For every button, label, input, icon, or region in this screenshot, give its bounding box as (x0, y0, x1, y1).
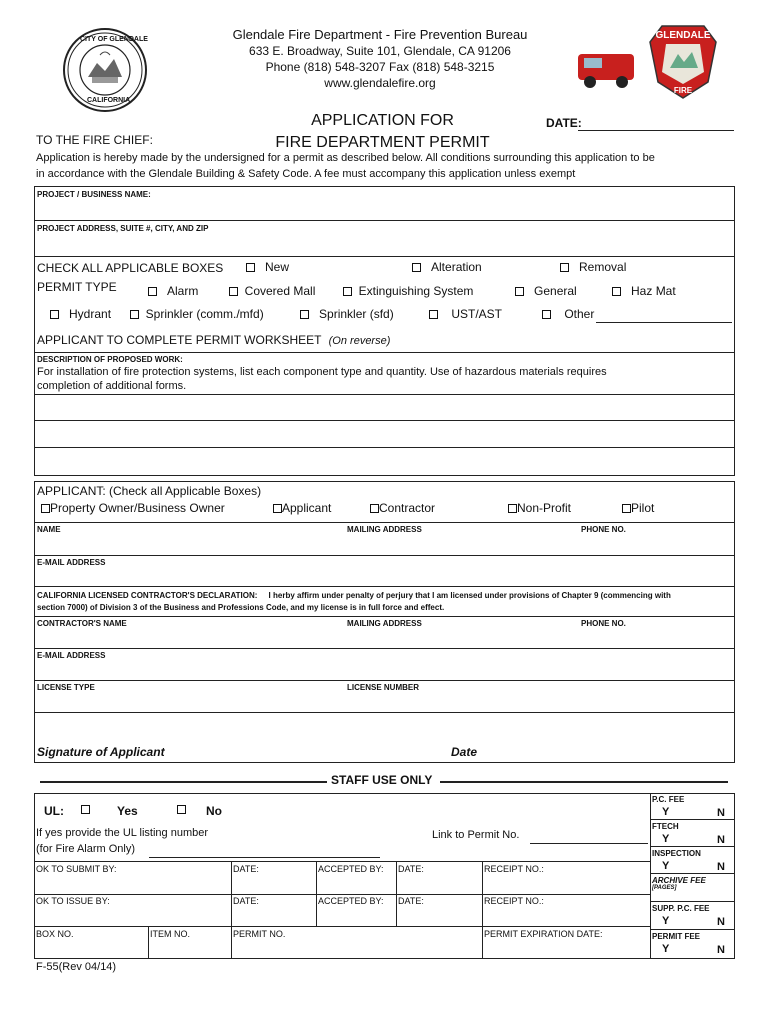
org-website[interactable]: www.glendalefire.org (324, 76, 436, 90)
fee-pc-y[interactable]: Y (662, 806, 670, 818)
org-address: 633 E. Broadway, Suite 101, Glendale, CA 91206 (249, 44, 511, 58)
worksheet-note: (On reverse) (328, 335, 391, 347)
sprinkler-sfd-label: Sprinkler (sfd) (319, 307, 394, 321)
applicant-pilot[interactable] (622, 501, 654, 515)
org-name: Glendale Fire Department - Fire Prevention Bureau (232, 27, 528, 42)
applicant-label: Applicant (282, 501, 332, 515)
hazmat-checkbox[interactable] (612, 287, 621, 296)
alteration-label: Alteration (431, 260, 482, 274)
ul-no-label: No (206, 804, 222, 818)
hazmat-label: Haz Mat (631, 284, 676, 298)
contractor-mailing-field[interactable] (345, 629, 575, 646)
fire-badge-logo (574, 22, 734, 102)
email-label: E-MAIL ADDRESS (37, 558, 106, 567)
submit-date-label: DATE: (233, 864, 259, 874)
seal-text-bottom: CALIFORNIA (87, 97, 131, 104)
org-phone: Phone (818) 548-3207 Fax (818) 548-3215 (265, 60, 495, 74)
new-label: New (265, 260, 290, 274)
fee-pc-n[interactable]: N (717, 807, 725, 819)
ul-yes-checkbox[interactable] (81, 805, 90, 814)
submit-accepted-label: ACCEPTED BY: (318, 864, 384, 874)
ul-yes-label: Yes (117, 804, 138, 818)
signature-date-label: Date (451, 745, 478, 759)
fee-permit[interactable] (652, 932, 734, 957)
permit-covered-mall[interactable] (229, 284, 315, 298)
to-fire-chief: TO THE FIRE CHIEF: (36, 133, 153, 147)
link-permit-field[interactable] (530, 843, 648, 844)
ok-issue-label: OK TO ISSUE BY: (36, 896, 110, 906)
description-field-2[interactable] (36, 422, 733, 445)
box-no-label: BOX NO. (36, 929, 74, 939)
title-line2: FIRE DEPARTMENT PERMIT (275, 134, 490, 151)
ul-note-line2: (for Fire Alarm Only) (36, 843, 136, 855)
check-all-label: CHECK ALL APPLICABLE BOXES (37, 261, 224, 275)
permit-alarm[interactable] (148, 284, 198, 298)
fee-supp-pc-label: SUPP. P.C. FEE (652, 904, 710, 913)
fee-archive[interactable] (652, 876, 734, 900)
fee-supp-pc-y[interactable]: Y (662, 915, 670, 927)
description-line1: For installation of fire protection systems, list each component type and quantity. Use of hazardous materials requires (37, 366, 607, 378)
applicant-owner[interactable] (41, 501, 225, 515)
issue-date-label: DATE: (233, 896, 259, 906)
worksheet-line (37, 333, 390, 347)
contractor-email-label: E-MAIL ADDRESS (37, 651, 106, 660)
pilot-checkbox[interactable] (622, 504, 631, 513)
nonprofit-checkbox[interactable] (508, 504, 517, 513)
permit-no-label: PERMIT NO. (233, 929, 286, 939)
applicant-nonprofit[interactable] (508, 501, 571, 515)
name-label: NAME (37, 525, 61, 534)
signature-field[interactable] (36, 716, 733, 744)
staff-divider-left (40, 781, 327, 783)
ul-no-checkbox[interactable] (177, 805, 186, 814)
permit-hydrant[interactable] (50, 307, 111, 321)
date-label: DATE: (546, 116, 582, 130)
fee-permit-y[interactable]: Y (662, 943, 670, 955)
staff-use-heading: STAFF USE ONLY (331, 773, 433, 787)
form-title (260, 110, 505, 154)
general-checkbox[interactable] (515, 287, 524, 296)
city-seal (62, 27, 148, 113)
submit-receipt-label: RECEIPT NO.: (484, 864, 544, 874)
permit-general[interactable] (515, 284, 577, 298)
contractor-checkbox[interactable] (370, 504, 379, 513)
ul-note-line1: If yes provide the UL listing number (36, 827, 209, 839)
removal-label: Removal (579, 260, 627, 274)
fee-supp-pc[interactable] (652, 904, 734, 928)
issue-accepted-date-label: DATE: (398, 896, 424, 906)
license-number-field[interactable] (345, 693, 733, 710)
license-type-field[interactable] (36, 693, 336, 710)
org-header (200, 27, 560, 90)
ust-ast-label: UST/AST (451, 307, 503, 321)
covered-mall-checkbox[interactable] (229, 287, 238, 296)
applicant-checkbox[interactable] (273, 504, 282, 513)
permit-type-label: PERMIT TYPE (37, 280, 117, 294)
ul-number-field[interactable] (149, 857, 380, 858)
ok-submit-label: OK TO SUBMIT BY: (36, 864, 117, 874)
alarm-checkbox[interactable] (148, 287, 157, 296)
description-label: DESCRIPTION OF PROPOSED WORK: (37, 355, 183, 364)
intro-line1: Application is hereby made by the undersigned for a permit as described below. All conditions surrounding this application to be (36, 152, 655, 164)
issue-receipt-label: RECEIPT NO.: (484, 896, 544, 906)
check-alteration[interactable] (412, 260, 482, 274)
fee-ftech-y[interactable]: Y (662, 833, 670, 845)
description-field-3[interactable] (36, 449, 733, 474)
other-label: Other (564, 307, 595, 321)
applicant-mailing-field[interactable] (345, 535, 575, 553)
seal-text-top: CITY OF GLENDALE (80, 36, 148, 43)
ul-label: UL: (44, 804, 64, 818)
general-label: General (534, 284, 577, 298)
covered-mall-label: Covered Mall (244, 284, 316, 298)
contractor-name-field[interactable] (36, 629, 336, 646)
other-checkbox[interactable] (542, 310, 551, 319)
applicant-name-field[interactable] (36, 535, 336, 553)
sprinkler-comm-checkbox[interactable] (130, 310, 139, 319)
permit-expiration-label: PERMIT EXPIRATION DATE: (484, 929, 603, 939)
contractor-name-label: CONTRACTOR'S NAME (37, 619, 127, 628)
description-line2: completion of additional forms. (37, 380, 187, 392)
contractor-email-field[interactable] (36, 661, 733, 678)
submit-accepted-date-label: DATE: (398, 864, 424, 874)
applicant-email-field[interactable] (36, 568, 733, 584)
declaration-label: CALIFORNIA LICENSED CONTRACTOR'S DECLARATION: (37, 591, 258, 600)
sprinkler-sfd-checkbox[interactable] (300, 310, 309, 319)
declaration-text2: section 7000) of Division 3 of the Business and Professions Code, and my license is in full force and effect. (37, 603, 445, 612)
alarm-label: Alarm (167, 284, 199, 298)
fee-archive-sub: [PAGES] (652, 885, 677, 891)
description-field-1[interactable] (36, 396, 733, 418)
contractor-label: Contractor (379, 501, 436, 515)
fee-permit-n[interactable]: N (717, 944, 725, 956)
hydrant-checkbox[interactable] (50, 310, 59, 319)
check-new[interactable] (246, 260, 289, 274)
contractor-phone-field[interactable] (579, 629, 733, 646)
intro-line2: in accordance with the Glendale Building & Safety Code. A fee must accompany this application unless exempt (36, 168, 576, 180)
worksheet-label: APPLICANT TO COMPLETE PERMIT WORKSHEET (37, 333, 322, 347)
date-field-line[interactable] (578, 130, 734, 131)
fee-inspection-n[interactable]: N (717, 861, 725, 873)
license-number-label: LICENSE NUMBER (347, 683, 420, 692)
permit-other[interactable] (542, 307, 594, 321)
fee-inspection[interactable] (652, 849, 734, 872)
item-no-label: ITEM NO. (150, 929, 190, 939)
owner-checkbox[interactable] (41, 504, 50, 513)
fee-pc-label: P.C. FEE (652, 795, 685, 804)
fee-pc[interactable] (652, 795, 734, 818)
other-field-line[interactable] (596, 322, 732, 323)
applicant-heading: APPLICANT: (Check all Applicable Boxes) (37, 484, 262, 498)
declaration-block (37, 590, 733, 614)
check-removal[interactable] (560, 260, 626, 274)
permit-sprinkler-sfd[interactable] (300, 307, 394, 321)
staff-section (34, 793, 735, 959)
fee-archive-label: ARCHIVE FEE (652, 876, 706, 885)
fee-inspection-y[interactable]: Y (662, 860, 670, 872)
extinguishing-checkbox[interactable] (343, 287, 352, 296)
project-address-field[interactable] (36, 234, 733, 254)
badge-text-top: GLENDALE (655, 30, 711, 41)
nonprofit-label: Non-Profit (517, 501, 572, 515)
link-permit-label: Link to Permit No. (432, 829, 520, 841)
badge-text-bottom: FIRE (673, 86, 693, 95)
new-checkbox[interactable] (246, 263, 255, 272)
permit-sprinkler-comm[interactable] (130, 307, 264, 321)
extinguishing-label: Extinguishing System (358, 284, 474, 298)
permit-ust-ast[interactable] (429, 307, 502, 321)
mailing-label: MAILING ADDRESS (347, 525, 422, 534)
signature-label: Signature of Applicant (37, 745, 165, 759)
fee-ftech[interactable] (652, 822, 734, 845)
owner-label: Property Owner/Business Owner (50, 501, 225, 515)
title-line1: APPLICATION FOR (311, 112, 454, 129)
phone-label: PHONE NO. (581, 525, 626, 534)
permit-extinguishing[interactable] (343, 284, 473, 298)
permit-hazmat[interactable] (612, 284, 676, 298)
project-address-label: PROJECT ADDRESS, SUITE #, CITY, AND ZIP (37, 224, 209, 233)
hydrant-label: Hydrant (69, 307, 112, 321)
applicant-phone-field[interactable] (579, 535, 733, 553)
fee-permit-label: PERMIT FEE (652, 932, 701, 941)
declaration-text1: I herby affirm under penalty of perjury that I am licensed under provisions of Chapter 9 (commencing with (268, 591, 671, 600)
form-number: F-55(Rev 04/14) (36, 961, 117, 973)
project-name-field[interactable] (36, 200, 733, 218)
staff-divider-right (440, 781, 728, 783)
applicant-contractor[interactable] (370, 501, 435, 515)
fee-inspection-label: INSPECTION (652, 849, 701, 858)
fee-ftech-n[interactable]: N (717, 834, 725, 846)
pilot-label: Pilot (631, 501, 655, 515)
sprinkler-comm-label: Sprinkler (comm./mfd) (145, 307, 264, 321)
applicant-applicant[interactable] (273, 501, 331, 515)
removal-checkbox[interactable] (560, 263, 569, 272)
fee-supp-pc-n[interactable]: N (717, 916, 725, 928)
alteration-checkbox[interactable] (412, 263, 421, 272)
ust-ast-checkbox[interactable] (429, 310, 438, 319)
project-name-label: PROJECT / BUSINESS NAME: (37, 190, 151, 199)
issue-accepted-label: ACCEPTED BY: (318, 896, 384, 906)
contractor-mailing-label: MAILING ADDRESS (347, 619, 422, 628)
fee-ftech-label: FTECH (652, 822, 679, 831)
contractor-phone-label: PHONE NO. (581, 619, 626, 628)
license-type-label: LICENSE TYPE (37, 683, 95, 692)
